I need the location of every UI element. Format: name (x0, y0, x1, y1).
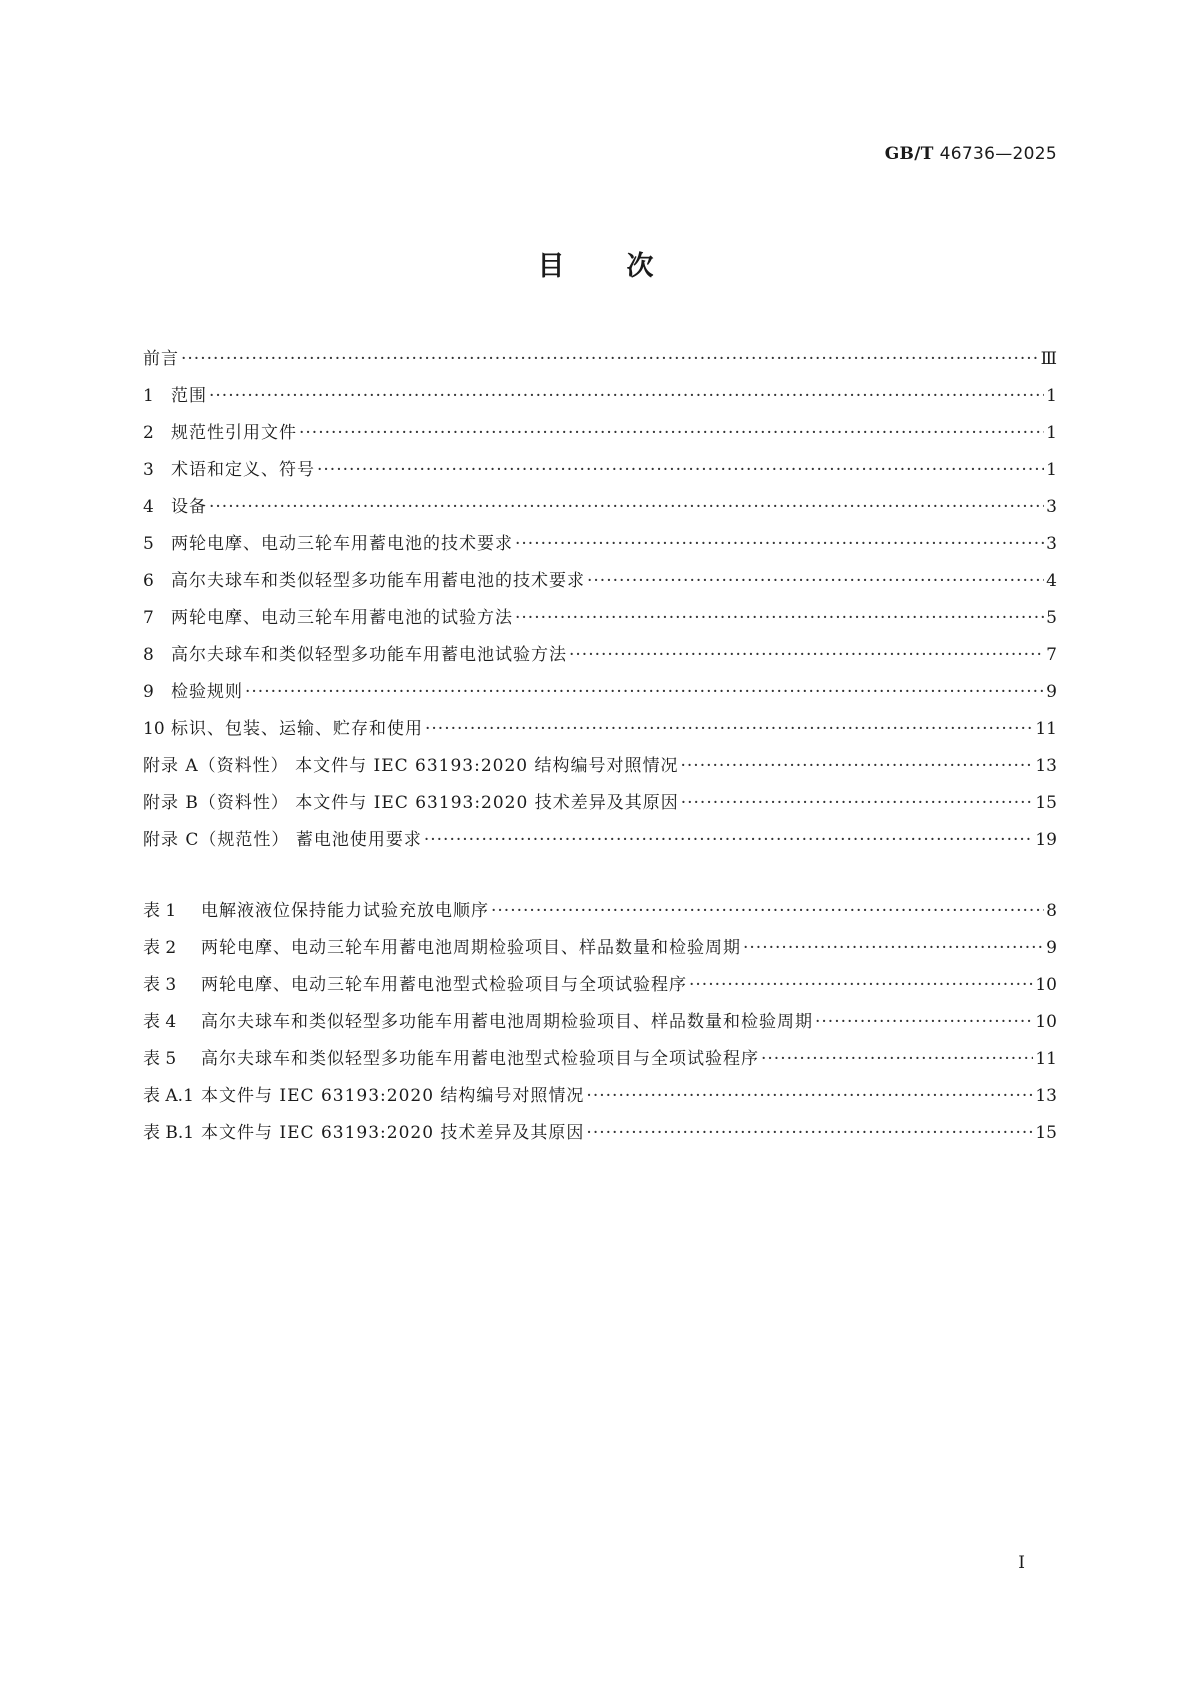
table-entry-a1[interactable] (143, 1078, 1057, 1115)
toc-entry-2[interactable] (143, 415, 1057, 452)
toc-entry-page: 3 (1046, 497, 1057, 517)
toc-entry-label: 附录 C（规范性） 蓄电池使用要求 (143, 830, 422, 850)
toc-leader-dots (515, 600, 1044, 637)
toc-entry-label: 设备 (171, 497, 207, 517)
toc-entry-9[interactable] (143, 674, 1057, 711)
table-entry-label: 电解液液位保持能力试验充放电顺序 (201, 901, 489, 921)
toc-entry-label: 前言 (143, 349, 179, 369)
toc-entry-page: 19 (1035, 830, 1057, 850)
toc-leader-dots (681, 785, 1034, 822)
toc-leader-dots (425, 711, 1033, 748)
toc-leader-dots (586, 1115, 1033, 1152)
toc-entry-page: 1 (1046, 423, 1057, 443)
table-entry-number: 表 2 (143, 938, 177, 958)
toc-entry-label: 两轮电摩、电动三轮车用蓄电池的试验方法 (171, 608, 513, 628)
toc-entry-label: 标识、包装、运输、贮存和使用 (171, 719, 423, 739)
table-entry-page: 8 (1046, 901, 1057, 921)
toc-entry-label: 范围 (171, 386, 207, 406)
toc-entry-number: 9 (143, 682, 154, 702)
toc-entry-page: 13 (1035, 756, 1057, 776)
table-entry-number: 表 1 (143, 901, 177, 921)
standard-code-number: 46736—2025 (939, 144, 1057, 164)
toc-entry-label: 高尔夫球车和类似轻型多功能车用蓄电池试验方法 (171, 645, 567, 665)
toc-entry-page: 7 (1046, 645, 1057, 665)
toc-entry-label: 检验规则 (171, 682, 243, 702)
table-entry-label: 两轮电摩、电动三轮车用蓄电池周期检验项目、样品数量和检验周期 (201, 938, 741, 958)
toc-entry-number: 7 (143, 608, 154, 628)
table-entry-page: 10 (1035, 1012, 1057, 1032)
page-number: I (1018, 1553, 1025, 1573)
toc-leader-dots (761, 1041, 1033, 1078)
table-entry-label: 高尔夫球车和类似轻型多功能车用蓄电池型式检验项目与全项试验程序 (201, 1049, 759, 1069)
toc-leader-dots (689, 967, 1033, 1004)
table-entry-number: 表 4 (143, 1012, 177, 1032)
toc-entry-page: Ⅲ (1040, 349, 1057, 369)
table-entry-b1[interactable] (143, 1115, 1057, 1152)
toc-leader-dots (245, 674, 1044, 711)
toc-leader-dots (424, 822, 1034, 859)
toc-entry-page: 15 (1035, 793, 1057, 813)
table-entry-page: 13 (1035, 1086, 1057, 1106)
toc-leader-dots (491, 893, 1044, 930)
table-entry-label: 本文件与 IEC 63193:2020 结构编号对照情况 (201, 1086, 585, 1106)
toc-entry-label: 附录 A（资料性） 本文件与 IEC 63193:2020 结构编号对照情况 (143, 756, 679, 776)
toc-leader-dots (681, 748, 1034, 785)
toc-entry-label: 术语和定义、符号 (171, 460, 315, 480)
toc-entry-page: 1 (1046, 460, 1057, 480)
toc-entry-number: 6 (143, 571, 154, 591)
toc-leader-dots (181, 341, 1039, 378)
standard-code-prefix: GB/T (884, 144, 934, 164)
toc-entry-5[interactable] (143, 526, 1057, 563)
toc-entry-label: 规范性引用文件 (171, 423, 297, 443)
table-entry-number: 表 3 (143, 975, 177, 995)
table-entry-page: 9 (1046, 938, 1057, 958)
toc-entry-page: 5 (1046, 608, 1057, 628)
toc-leader-dots (209, 489, 1044, 526)
toc-entry-label: 两轮电摩、电动三轮车用蓄电池的技术要求 (171, 534, 513, 554)
toc-entry-6[interactable] (143, 563, 1057, 600)
table-list (143, 893, 1057, 1152)
toc-entry-number: 1 (143, 386, 154, 406)
table-entry-label: 高尔夫球车和类似轻型多功能车用蓄电池周期检验项目、样品数量和检验周期 (201, 1012, 813, 1032)
toc-entry-annex-b[interactable] (143, 785, 1057, 822)
table-entry-3[interactable] (143, 967, 1057, 1004)
toc-leader-dots (317, 452, 1044, 489)
table-entry-label: 本文件与 IEC 63193:2020 技术差异及其原因 (201, 1123, 585, 1143)
table-entry-5[interactable] (143, 1041, 1057, 1078)
toc-entry-page: 3 (1046, 534, 1057, 554)
toc-entry-10[interactable] (143, 711, 1057, 748)
toc-entry-page: 9 (1046, 682, 1057, 702)
toc-entry-number: 2 (143, 423, 154, 443)
toc-entry-page: 1 (1046, 386, 1057, 406)
table-entry-4[interactable] (143, 1004, 1057, 1041)
toc-entry-foreword[interactable] (143, 341, 1057, 378)
table-entry-label: 两轮电摩、电动三轮车用蓄电池型式检验项目与全项试验程序 (201, 975, 687, 995)
toc-entry-annex-c[interactable] (143, 822, 1057, 859)
page-title: 目次 (537, 251, 716, 282)
toc-entry-3[interactable] (143, 452, 1057, 489)
table-entry-page: 10 (1035, 975, 1057, 995)
table-entry-page: 15 (1035, 1123, 1057, 1143)
toc-entry-number: 3 (143, 460, 154, 480)
toc-entry-7[interactable] (143, 600, 1057, 637)
toc-leader-dots (586, 1078, 1033, 1115)
toc-leader-dots (299, 415, 1044, 452)
toc-entry-1[interactable] (143, 378, 1057, 415)
toc-entry-number: 5 (143, 534, 154, 554)
toc-list (143, 341, 1057, 859)
toc-entry-number: 8 (143, 645, 154, 665)
toc-entry-4[interactable] (143, 489, 1057, 526)
table-entry-1[interactable] (143, 893, 1057, 930)
table-entry-number: 表 5 (143, 1049, 177, 1069)
table-entry-2[interactable] (143, 930, 1057, 967)
standard-code (885, 144, 1057, 164)
toc-leader-dots (515, 526, 1044, 563)
table-entry-number: 表 B.1 (143, 1123, 195, 1143)
toc-entry-page: 11 (1035, 719, 1057, 739)
toc-leader-dots (569, 637, 1044, 674)
toc-leader-dots (209, 378, 1044, 415)
toc-entry-number: 4 (143, 497, 154, 517)
toc-leader-dots (815, 1004, 1033, 1041)
toc-entry-8[interactable] (143, 637, 1057, 674)
toc-leader-dots (743, 930, 1044, 967)
toc-leader-dots (587, 563, 1044, 600)
toc-entry-annex-a[interactable] (143, 748, 1057, 785)
table-entry-number: 表 A.1 (143, 1086, 194, 1106)
toc-entry-page: 4 (1046, 571, 1057, 591)
toc-entry-label: 附录 B（资料性） 本文件与 IEC 63193:2020 技术差异及其原因 (143, 793, 679, 813)
table-entry-page: 11 (1035, 1049, 1057, 1069)
toc-entry-number: 10 (143, 719, 165, 739)
toc-entry-label: 高尔夫球车和类似轻型多功能车用蓄电池的技术要求 (171, 571, 585, 591)
